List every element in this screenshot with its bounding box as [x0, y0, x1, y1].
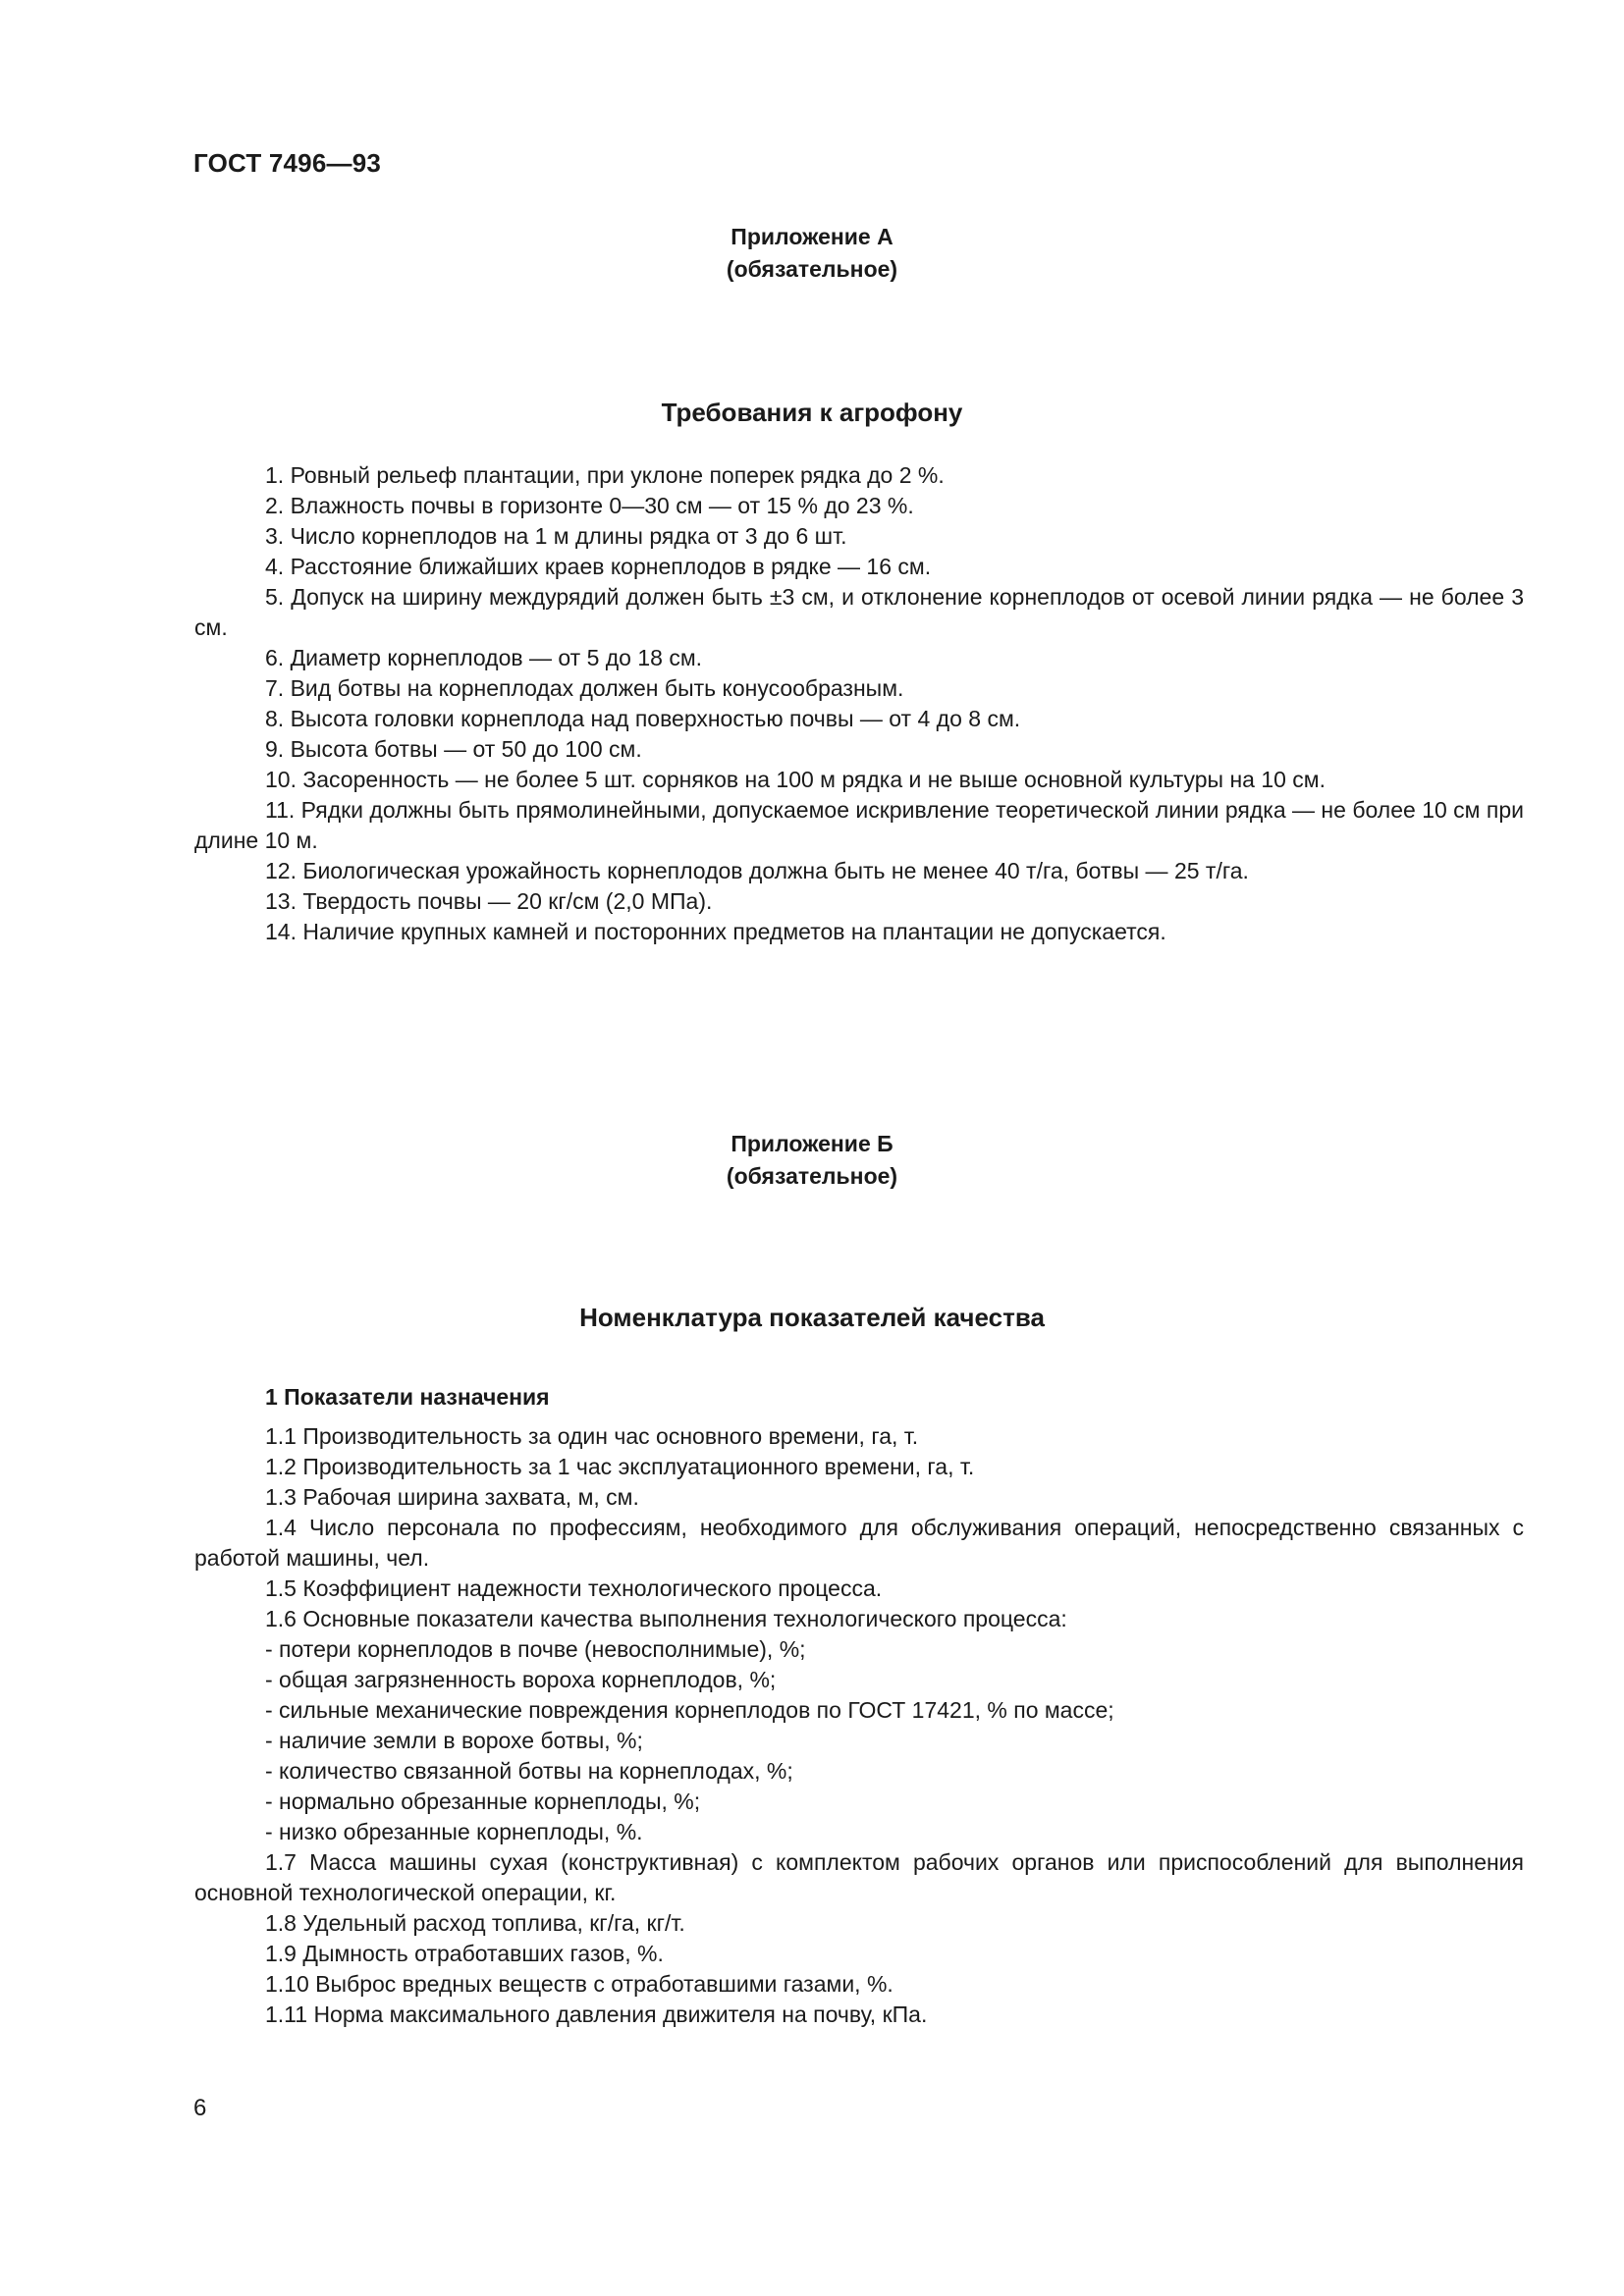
dash-item: - низко обрезанные корнеплоды, %.: [265, 1819, 643, 1844]
annex-a-list: [194, 460, 1524, 947]
annex-b-status: (обязательное): [726, 1163, 898, 1189]
list-item: 1.3 Рабочая ширина захвата, м, см.: [265, 1484, 639, 1510]
list-item: 13. Твердость почвы — 20 кг/см (2,0 МПа).: [265, 888, 713, 914]
list-item: 1.6 Основные показатели качества выполнения технологического процесса:: [265, 1606, 1067, 1631]
dash-item: - сильные механические повреждения корнеплодов по ГОСТ 17421, % по массе;: [265, 1697, 1114, 1723]
list-item: 4. Расстояние ближайших краев корнеплодов в рядке — 16 см.: [265, 554, 932, 579]
list-item: 3. Число корнеплодов на 1 м длины рядка от 3 до 6 шт.: [265, 523, 847, 549]
list-item: 12. Биологическая урожайность корнеплодов должна быть не менее 40 т/га, ботвы — 25 т/га.: [265, 858, 1249, 883]
dash-item: - потери корнеплодов в почве (невосполнимые), %;: [265, 1636, 806, 1662]
list-item: 7. Вид ботвы на корнеплодах должен быть конусообразным.: [265, 675, 904, 701]
list-item: 5. Допуск на ширину междурядий должен быть ±3 см, и отклонение корнеплодов от осевой линии рядка — не более 3 см.: [194, 584, 1524, 640]
list-item: 1.2 Производительность за 1 час эксплуатационного времени, га, т.: [265, 1454, 975, 1479]
list-item: 8. Высота головки корнеплода над поверхностью почвы — от 4 до 8 см.: [265, 706, 1021, 731]
list-item: 1.9 Дымность отработавших газов, %.: [265, 1941, 664, 1966]
list-item: 1.8 Удельный расход топлива, кг/га, кг/т.: [265, 1910, 685, 1936]
dash-item: - нормально обрезанные корнеплоды, %;: [265, 1789, 701, 1814]
document-id: ГОСТ 7496—93: [193, 148, 382, 178]
list-item: 1.4 Число персонала по профессиям, необходимого для обслуживания операций, непосредственно связанных с работой машины, чел.: [194, 1515, 1524, 1571]
dash-item: - количество связанной ботвы на корнеплодах, %;: [265, 1758, 793, 1784]
annex-b-title: Номенклатура показателей качества: [579, 1303, 1045, 1332]
list-item: 9. Высота ботвы — от 50 до 100 см.: [265, 736, 642, 762]
annex-a-status: (обязательное): [726, 256, 898, 282]
section-heading: 1 Показатели назначения: [265, 1384, 550, 1410]
list-item: 11. Рядки должны быть прямолинейными, допускаемое искривление теоретической линии рядка — не более 10 см при длине 10 м.: [194, 797, 1524, 853]
list-item: 1.5 Коэффициент надежности технологического процесса.: [265, 1575, 883, 1601]
list-item: 1.7 Масса машины сухая (конструктивная) с комплектом рабочих органов или приспособлений для выполнения основной технологической операции, кг.: [194, 1849, 1524, 1905]
dash-item: - наличие земли в ворохе ботвы, %;: [265, 1728, 643, 1753]
list-item: 1. Ровный рельеф плантации, при уклоне поперек рядка до 2 %.: [265, 462, 945, 488]
annex-b-heading: [0, 1128, 1624, 1193]
page-number: 6: [193, 2095, 207, 2121]
annex-a-heading: [0, 221, 1624, 286]
list-item: 2. Влажность почвы в горизонте 0—30 см — от 15 % до 23 %.: [265, 493, 914, 518]
list-item: 14. Наличие крупных камней и посторонних предметов на плантации не допускается.: [265, 919, 1166, 944]
list-item: 6. Диаметр корнеплодов — от 5 до 18 см.: [265, 645, 703, 670]
annex-a-title: Требования к агрофону: [661, 398, 963, 427]
list-item: 10. Засоренность — не более 5 шт. сорняков на 100 м рядка и не выше основной культуры на 10 см.: [265, 767, 1326, 792]
annex-b-label: Приложение Б: [731, 1131, 893, 1156]
list-item: 1.10 Выброс вредных веществ с отработавшими газами, %.: [265, 1971, 893, 1997]
annex-a-label: Приложение А: [731, 224, 893, 249]
dash-item: - общая загрязненность вороха корнеплодов, %;: [265, 1667, 777, 1692]
list-item: 1.11 Норма максимального давления движителя на почву, кПа.: [265, 2002, 928, 2027]
annex-b-list: [194, 1421, 1524, 2030]
list-item: 1.1 Производительность за один час основного времени, га, т.: [265, 1423, 919, 1449]
